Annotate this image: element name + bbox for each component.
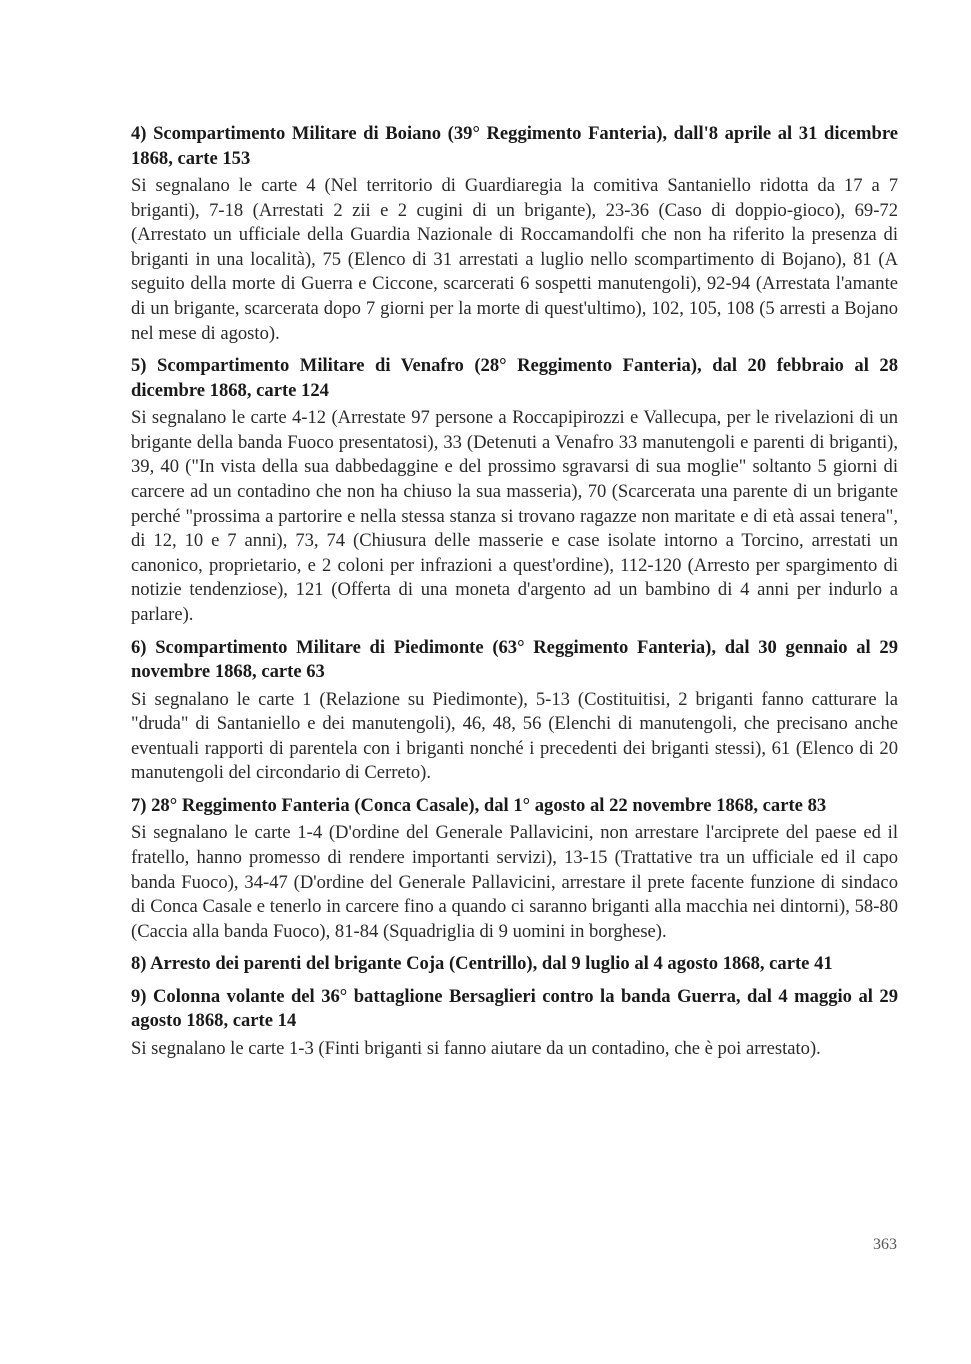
section-9 xyxy=(131,985,898,1062)
section-body: Si segnalano le carte 1-4 (D'ordine del Generale Pallavicini, non arrestare l'arciprete del paese ed il fratello, hanno promesso di rendere importanti servizi), 13-15 (Trattative tra un ufficiale ed il capo banda Fuoco), 34-47 (D'ordine del Generale Pallavicini, arrestare il prete facente funzione di sindaco di Conca Casale e tenerlo in carcere fino a quando ci saranno briganti alla macchia nei dintorni), 58-80 (Caccia alla banda Fuoco), 81-84 (Squadriglia di 9 uomini in borghese). xyxy=(131,822,898,942)
section-heading: 7) 28° Reggimento Fanteria (Conca Casale), dal 1° agosto al 22 novembre 1868, carte 83 xyxy=(131,794,827,816)
section-heading: 4) Scompartimento Militare di Boiano (39° Reggimento Fanteria), dall'8 aprile al 31 dicembre 1868, carte 153 xyxy=(131,123,898,169)
section-heading: 6) Scompartimento Militare di Piedimonte (63° Reggimento Fanteria), dal 30 gennaio al 29 novembre 1868, carte 63 xyxy=(131,636,898,682)
section-heading: 5) Scompartimento Militare di Venafro (28° Reggimento Fanteria), dal 20 febbraio al 28 dicembre 1868, carte 124 xyxy=(131,355,898,401)
section-heading: 8) Arresto dei parenti del brigante Coja (Centrillo), dal 9 luglio al 4 agosto 1868, carte 41 xyxy=(131,953,833,975)
section-heading: 9) Colonna volante del 36° battaglione Bersaglieri contro la banda Guerra, dal 4 maggio al 29 agosto 1868, carte 14 xyxy=(131,985,898,1032)
section-8 xyxy=(131,952,898,977)
page-number: 363 xyxy=(873,1236,897,1253)
section-body: Si segnalano le carte 1 (Relazione su Piedimonte), 5-13 (Costituitisi, 2 briganti fanno catturare la "druda" di Santaniello e dei manutengoli), 46, 48, 56 (Elenchi di manutengoli, che precisano anche eventuali rapporti di parentela con i briganti nonché i precedenti dei briganti stessi), 61 (Elenco di 20 manutengoli del circondario di Cerreto). xyxy=(131,688,898,784)
section-6 xyxy=(131,636,898,786)
section-body: Si segnalano le carte 4 (Nel territorio di Guardiaregia la comitiva Santaniello ridotta da 17 a 7 briganti), 7-18 (Arrestati 2 zii e 2 cugini di un brigante), 23-36 (Caso di doppio-gioco), 69-72 (Arrestato un ufficiale della Guardia Nazionale di Roccamandolfi che non ha riferito la presenza di briganti in una località), 75 (Elenco di 31 arrestati a luglio nello scompartimento di Bojano), 81 (A seguito della morte di Guerra e Ciccone, scarcerati 6 sospetti manutengoli), 92-94 (Arrestata l'amante di un brigante, scarcerata dopo 7 giorni per la morte di quest'ultimo), 102, 105, 108 (5 arresti a Bojano nel mese di agosto). xyxy=(131,175,898,344)
section-body: Si segnalano le carte 4-12 (Arrestate 97 persone a Roccapipirozzi e Vallecupa, per le rivelazioni di un brigante della banda Fuoco presentatosi), 33 (Detenuti a Venafro 33 manutengoli e parenti di briganti), 39, 40 ("In vista della sua dabbedaggine e del prossimo sgravarsi di sua moglie" soltanto 5 giorni di carcere ad un contadino che non ha chiuso la sua masseria), 70 (Scarcerata una parente di un brigante perché "prossima a partorire e nella stessa stanza si trovano ragazze non maritate e di età assai tenera", di 12, 10 e 7 anni), 73, 74 (Chiusura delle masserie e case isolate intorno a Torcino, arrestati un canonico, proprietario, e 2 coloni per infrazioni a quest'ordine), 112-120 (Arresto per spargimento di notizie tendenziose), 121 (Offerta di una moneta d'argento ad un bambino di 4 anni per indurlo a parlare). xyxy=(131,407,898,625)
section-4 xyxy=(131,122,898,346)
section-body: Si segnalano le carte 1-3 (Finti briganti si fanno aiutare da un contadino, che è poi arrestato). xyxy=(131,1037,821,1059)
section-7 xyxy=(131,794,898,944)
document-page xyxy=(131,122,898,1069)
section-5 xyxy=(131,354,898,627)
